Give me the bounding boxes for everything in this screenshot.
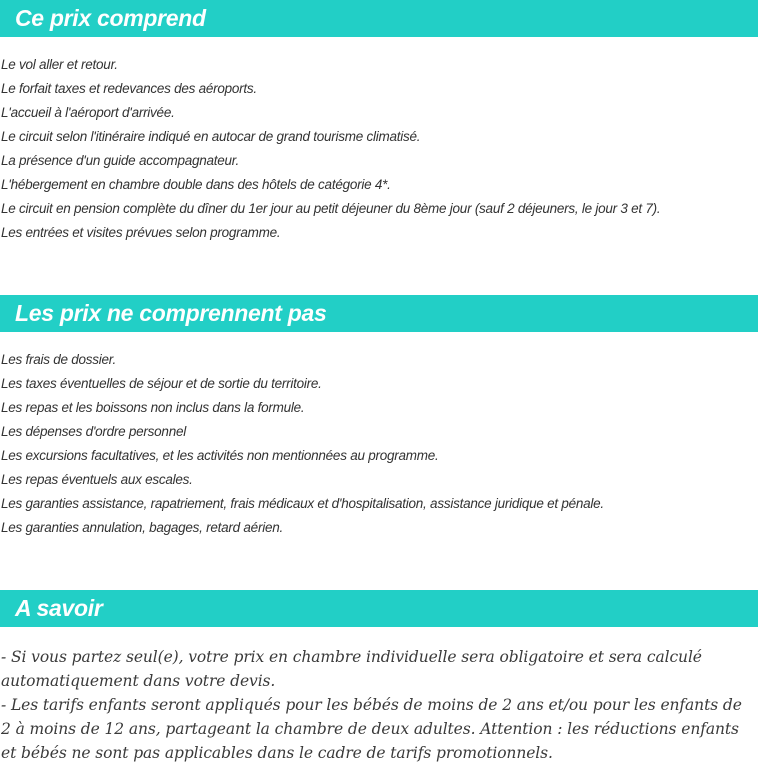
list-item: Les repas et les boissons non inclus dans la formule. (1, 400, 305, 415)
not-included-list (1, 348, 604, 540)
list-item: La présence d'un guide accompagnateur. (1, 153, 240, 168)
list-item: Les garanties assistance, rapatriement, frais médicaux et d'hospitalisation, assistance juridique et pénale. (1, 496, 604, 511)
list-item: L'accueil à l'aéroport d'arrivée. (1, 105, 175, 120)
list-item: Les garanties annulation, bagages, retard aérien. (1, 520, 283, 535)
list-item: Les repas éventuels aux escales. (1, 472, 193, 487)
list-item: L'hébergement en chambre double dans des hôtels de catégorie 4*. (1, 177, 391, 192)
list-item: Les dépenses d'ordre personnel (1, 424, 186, 439)
good-to-know-text (1, 645, 749, 765)
section-header-not-included (0, 295, 758, 332)
section-title-good-to-know: A savoir (15, 595, 103, 621)
section-title-not-included: Les prix ne comprennent pas (15, 300, 327, 326)
section-title-included: Ce prix comprend (15, 5, 206, 31)
list-item: Les excursions facultatives, et les activités non mentionnées au programme. (1, 448, 439, 463)
list-item: Les frais de dossier. (1, 352, 117, 367)
list-item: Le circuit en pension complète du dîner du 1er jour au petit déjeuner du 8ème jour (sauf 2 déjeuners, le jour 3 et 7). (1, 201, 661, 216)
list-item: Le vol aller et retour. (1, 57, 118, 72)
list-item: Les taxes éventuelles de séjour et de sortie du territoire. (1, 376, 322, 391)
included-list (1, 53, 660, 245)
list-item: Le circuit selon l'itinéraire indiqué en autocar de grand tourisme climatisé. (1, 129, 421, 144)
list-item: Les entrées et visites prévues selon programme. (1, 225, 281, 240)
info-paragraph: - Les tarifs enfants seront appliqués pour les bébés de moins de 2 ans et/ou pour les enfants de 2 à moins de 12 ans, partageant la chambre de deux adultes. Attention : les réductions enfants et bébés ne sont pas applicables dans le cadre de tarifs promotionnels. (1, 696, 742, 762)
section-header-good-to-know (0, 590, 758, 627)
section-header-included (0, 0, 758, 37)
list-item: Le forfait taxes et redevances des aéroports. (1, 81, 257, 96)
info-paragraph: - Si vous partez seul(e), votre prix en chambre individuelle sera obligatoire et sera calculé automatiquement dans votre devis. (1, 648, 702, 690)
